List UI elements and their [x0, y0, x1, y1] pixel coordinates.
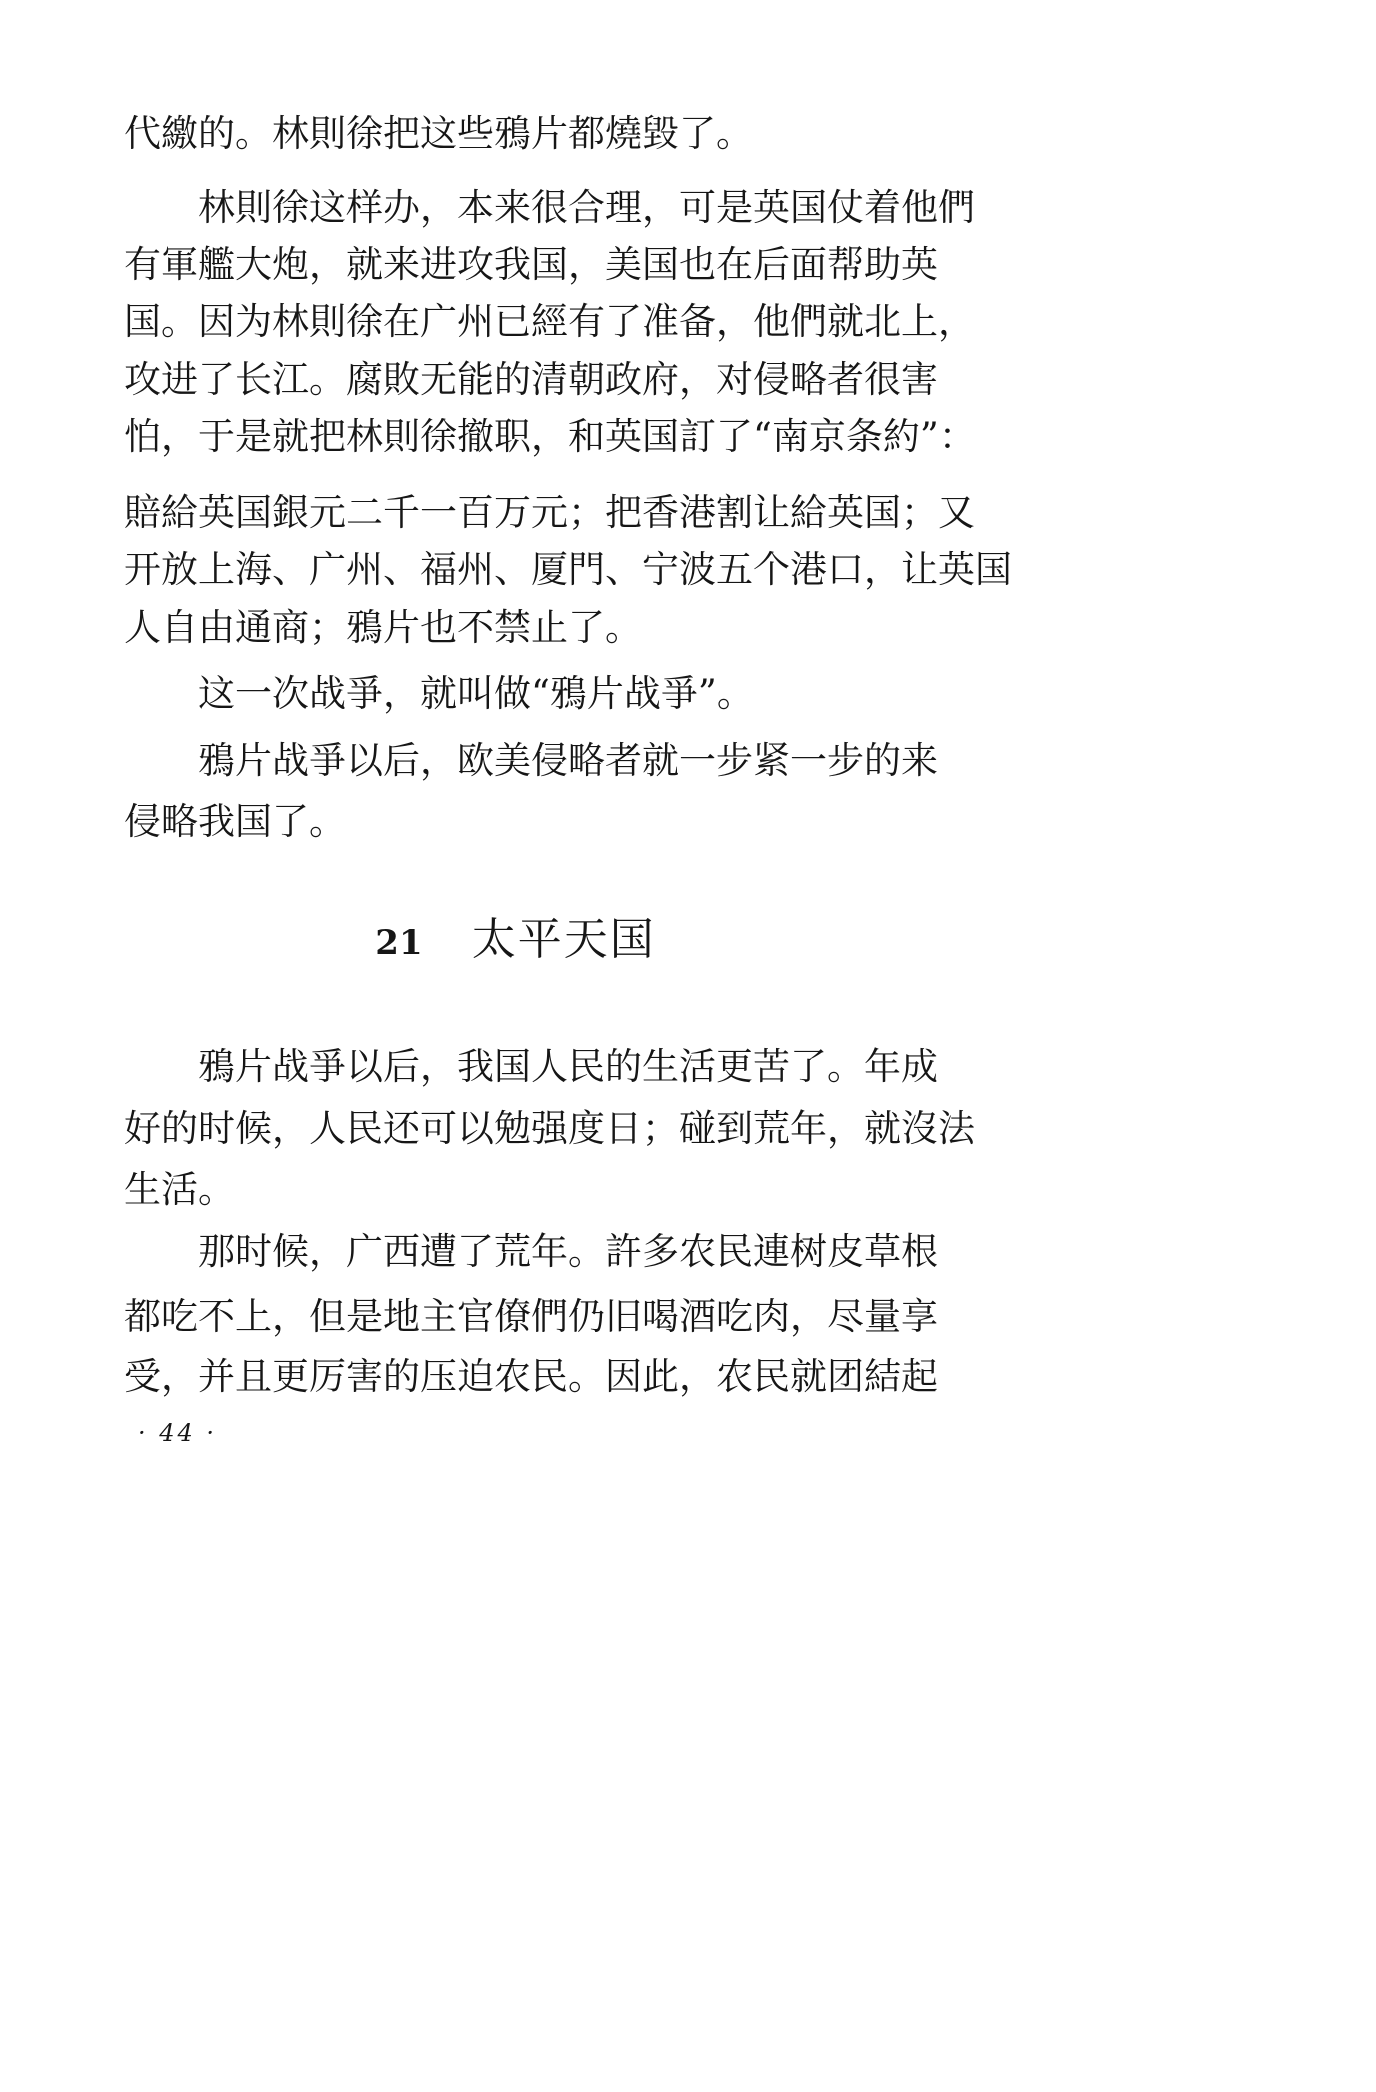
- body-line: 受，并且更厉害的压迫农民。因此，农民就团結起: [124, 1355, 938, 1398]
- body-line: 都吃不上，但是地主官僚們仍旧喝酒吃肉，尽量享: [124, 1295, 938, 1338]
- body-line: 生活。: [124, 1168, 235, 1211]
- body-line: 人自由通商；鴉片也不禁止了。: [124, 606, 642, 649]
- body-line: 怕，于是就把林則徐撤职，和英国訂了“南京条約”：: [124, 415, 976, 458]
- body-line: 賠給英国銀元二千一百万元；把香港割让給英国；又: [124, 491, 975, 534]
- body-line: 代繳的。林則徐把这些鴉片都燒毀了。: [124, 112, 753, 155]
- body-line: 鴉片战爭以后，我国人民的生活更苦了。年成: [198, 1045, 938, 1088]
- section-title: 太平天国: [471, 914, 656, 965]
- body-line: 有軍艦大炮，就来进攻我国，美国也在后面帮助英: [124, 243, 938, 286]
- page-number: · 44 ·: [138, 1419, 218, 1447]
- section-heading: [0, 905, 1031, 975]
- section-number: 21: [375, 923, 423, 963]
- body-line: 林則徐这样办，本来很合理，可是英国仗着他們: [198, 186, 975, 229]
- body-line: 好的时候，人民还可以勉强度日；碰到荒年，就沒法: [124, 1107, 975, 1150]
- body-line: 这一次战爭，就叫做“鴉片战爭”。: [198, 672, 754, 715]
- body-line: 攻进了长江。腐敗无能的清朝政府，对侵略者很害: [124, 358, 938, 401]
- body-line: 鴉片战爭以后，欧美侵略者就一步紧一步的来: [198, 739, 938, 782]
- body-line: 那时候，广西遭了荒年。許多农民連树皮草根: [198, 1230, 938, 1273]
- body-line: 开放上海、广州、福州、厦門、宁波五个港口，让英国: [124, 548, 1012, 591]
- body-line: 国。因为林則徐在广州已經有了准备，他們就北上，: [124, 300, 975, 343]
- body-line: 侵略我国了。: [124, 800, 346, 843]
